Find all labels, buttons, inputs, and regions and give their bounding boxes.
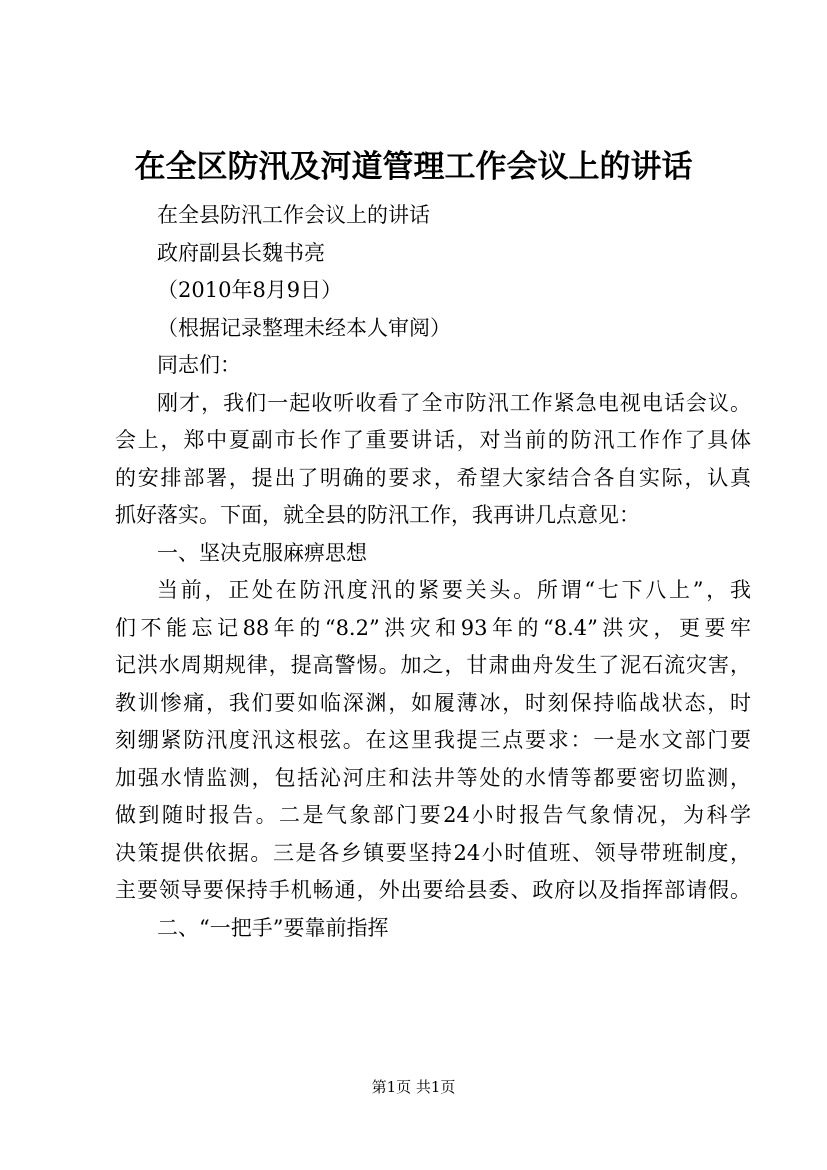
- body-line: 教训惨痛，我们要如临深渊，如履薄冰，时刻保持临战状态，时: [115, 690, 751, 715]
- body-line: 记洪水周期规律，提高警惕。加之，甘肃曲舟发生了泥石流灾害，: [115, 653, 751, 677]
- body-line: （根据记录整理未经本人审阅）: [157, 315, 451, 340]
- body-line: 决策提供依据。三是各乡镇要坚持24小时值班、领导带班制度，: [115, 840, 751, 865]
- body-line: 们不能忘记88年的“8.2”洪灾和93年的“8.4”洪灾，更要牢: [115, 615, 751, 640]
- body-line: 在全县防汛工作会议上的讲话: [157, 203, 430, 227]
- body-line: 当前，正处在防汛度汛的紧要关头。所谓“七下八上”，我: [157, 578, 751, 602]
- body-line: 同志们：: [157, 353, 241, 377]
- body-line: 政府副县长魏书亮: [157, 240, 325, 265]
- document-body: [115, 197, 751, 947]
- body-line: 的安排部署，提出了明确的要求，希望大家结合各自实际，认真: [115, 465, 751, 490]
- page-footer: 第1页 共1页: [371, 1078, 456, 1096]
- body-line: （2010年8月9日）: [157, 278, 343, 302]
- body-line: 二、“一把手”要靠前指挥: [157, 915, 389, 940]
- body-line: 主要领导要保持手机畅通，外出要给县委、政府以及指挥部请假。: [115, 878, 751, 902]
- document-title: 在全区防汛及河道管理工作会议上的讲话: [134, 149, 693, 185]
- body-line: 加强水情监测，包括沁河庄和法井等处的水情等都要密切监测，: [115, 765, 751, 790]
- body-line: 刚才，我们一起收听收看了全市防汛工作紧急电视电话会议。: [157, 390, 751, 415]
- body-line: 做到随时报告。二是气象部门要24小时报告气象情况，为科学: [115, 803, 751, 827]
- body-line: 一、坚决克服麻痹思想: [157, 540, 367, 565]
- body-line: 抓好落实。下面，就全县的防汛工作，我再讲几点意见：: [115, 503, 640, 527]
- body-line: 刻绷紧防汛度汛这根弦。在这里我提三点要求：一是水文部门要: [115, 728, 751, 752]
- body-line: 会上，郑中夏副市长作了重要讲话，对当前的防汛工作作了具体: [115, 428, 751, 452]
